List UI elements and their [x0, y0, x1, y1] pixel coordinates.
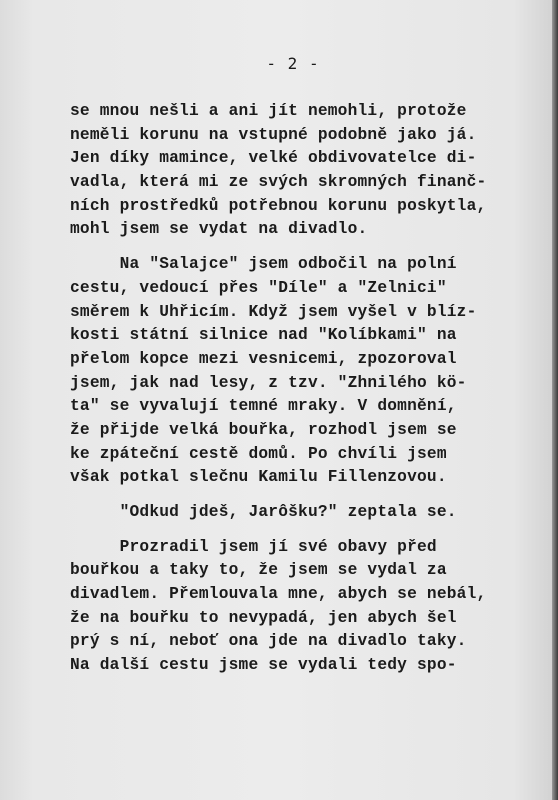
text-line: ních prostředků potřebnou korunu poskytla, [70, 196, 487, 215]
text-line: cestu, vedoucí přes "Díle" a "Zelnici" [70, 278, 447, 297]
paragraph-4 [70, 536, 490, 678]
text-line: divadlem. Přemlouvala mne, abych se nebál, [70, 585, 487, 604]
text-line: vadla, která mi ze svých skromných finanč- [70, 173, 487, 192]
text-line: však potkal slečnu Kamilu Fillenzovou. [70, 468, 447, 487]
text-line: přelom kopce mezi vesnicemi, zpozoroval [70, 349, 457, 368]
text-line: směrem k Uhřicím. Když jsem vyšel v blíz- [70, 302, 477, 321]
text-line: prý s ní, neboť ona jde na divadlo taky. [70, 632, 467, 651]
page-number: - 2 - [266, 54, 320, 73]
paragraph-gap [70, 525, 490, 536]
text-line: ke zpáteční cestě domů. Po chvíli jsem [70, 444, 447, 463]
text-line: ta" se vyvalují temné mraky. V domnění, [70, 397, 457, 416]
paragraph-gap [70, 242, 490, 253]
text-line: kosti státní silnice nad "Kolíbkami" na [70, 326, 457, 345]
paragraph-2 [70, 253, 490, 490]
text-line: že na bouřku to nevypadá, jen abych šel [70, 608, 457, 627]
body-text [70, 100, 490, 678]
text-line: Na další cestu jsme se vydali tedy spo- [70, 656, 457, 675]
text-line: Prozradil jsem jí své obavy před [70, 537, 437, 556]
text-line: Na "Salajce" jsem odbočil na polní [70, 255, 457, 274]
paragraph-gap [70, 490, 490, 501]
text-line: se mnou nešli a ani jít nemohli, protože [70, 102, 467, 120]
text-line: bouřkou a taky to, že jsem se vydal za [70, 561, 447, 580]
text-line: že přijde velká bouřka, rozhodl jsem se [70, 420, 457, 439]
text-line: neměli korunu na vstupné podobně jako já. [70, 125, 477, 144]
text-line: mohl jsem se vydat na divadlo. [70, 220, 368, 239]
text-line: "Odkud jdeš, Jarôšku?" zeptala se. [70, 503, 457, 521]
text-line: Jen díky mamince, velké obdivovatelce di- [70, 149, 477, 168]
text-line: jsem, jak nad lesy, z tzv. "Zhnilého kö- [70, 373, 467, 392]
paragraph-3 [70, 501, 490, 525]
paragraph-1 [70, 100, 490, 242]
page-edge-shadow [552, 0, 558, 800]
